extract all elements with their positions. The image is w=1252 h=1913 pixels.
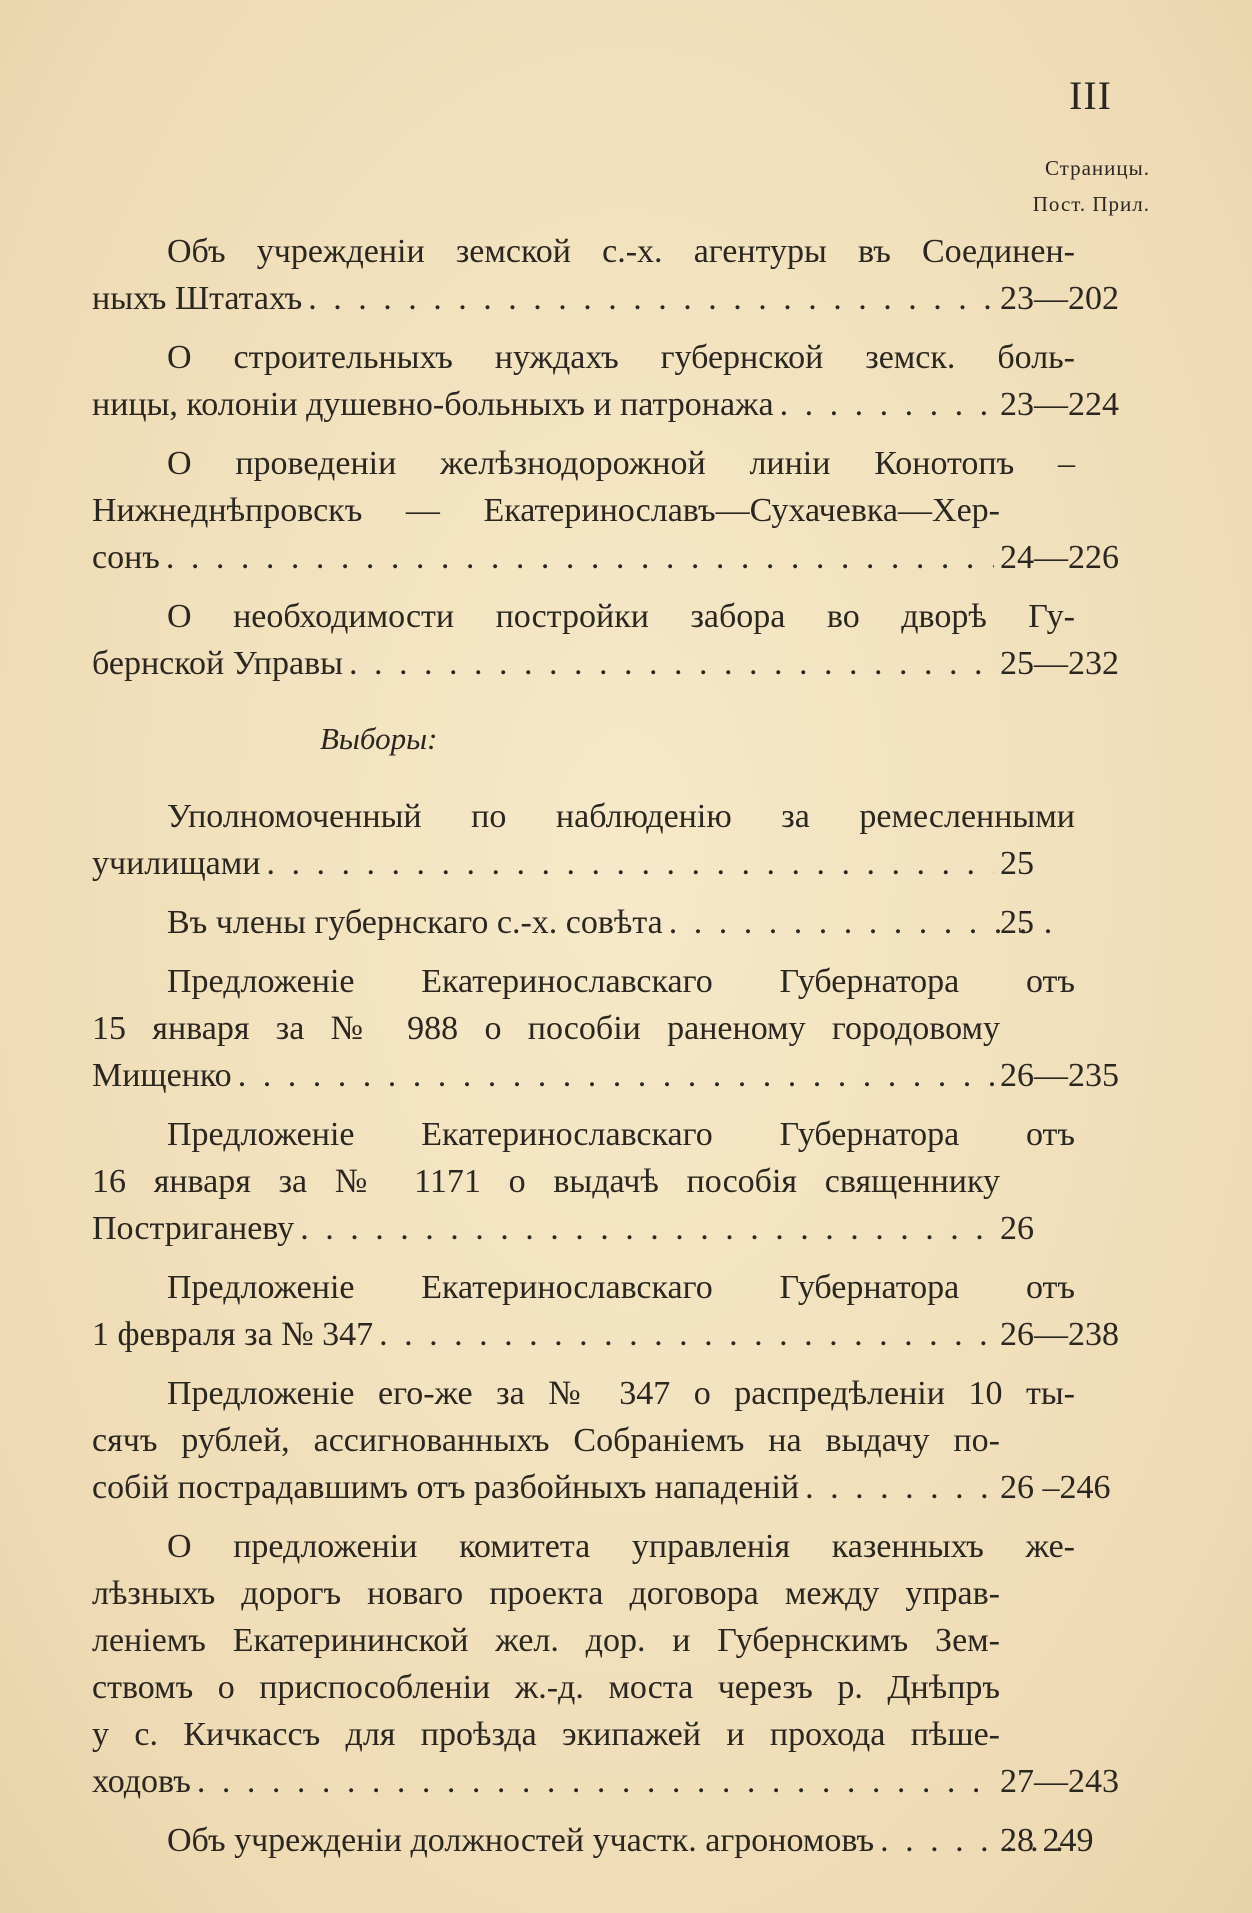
page-number: III	[1069, 73, 1112, 118]
page-reference: 27—243	[1000, 1763, 1119, 1800]
toc-entry	[92, 1111, 1152, 1252]
dot-leader	[238, 1052, 994, 1099]
toc-entry	[92, 593, 1152, 687]
dot-leader	[805, 1464, 994, 1511]
page-reference: 26 –246	[1000, 1469, 1111, 1506]
entry-line: ствомъ о приспособленіи ж.-д. моста черезъ р. Днѣпръ	[92, 1669, 1000, 1706]
toc-entry	[92, 1264, 1152, 1358]
dot-leader	[266, 840, 994, 887]
entry-line: Объ учрежденіи земской с.-х. агентуры въ Соединен-	[167, 233, 1075, 270]
column-header-title: Страницы.	[1044, 156, 1150, 180]
entry-text: Объ учрежденіи должностей участк. агрономовъ	[167, 1822, 875, 1859]
entry-text: 1 февраля за № 347	[92, 1316, 374, 1353]
entry-last-line	[92, 381, 1119, 428]
page-reference: 26—235	[1000, 1057, 1119, 1094]
page-reference: 25—232	[1000, 645, 1119, 682]
entry-last-line	[92, 275, 1119, 322]
toc-entry	[92, 1817, 1152, 1864]
page-reference: 28 249	[1000, 1822, 1094, 1859]
toc-entry	[92, 1370, 1152, 1511]
entry-text: бернской Управы	[92, 645, 343, 682]
entry-line: О предложеніи комитета управленія казенныхъ же-	[167, 1528, 1075, 1565]
entry-text: ходовъ	[92, 1763, 191, 1800]
toc-entry	[92, 228, 1152, 322]
entry-last-line	[92, 840, 1034, 887]
toc-entry	[92, 899, 1152, 946]
entry-line: О строительныхъ нуждахъ губернской земск. боль-	[167, 339, 1075, 376]
entry-line: Предложеніе Екатеринославскаго Губернатора отъ	[167, 1269, 1075, 1306]
page-reference: 24—226	[1000, 539, 1119, 576]
entry-last-line	[92, 640, 1119, 687]
entry-line: 15 января за № 988 о пособіи раненому городовому	[92, 1010, 1000, 1047]
entry-last-line	[92, 534, 1119, 581]
entry-line: Уполномоченный по наблюденію за ремесленными	[167, 798, 1075, 835]
entry-text: ныхъ Штатахъ	[92, 280, 303, 317]
entry-line: сячъ рублей, ассигнованныхъ Собраніемъ на выдачу по-	[92, 1422, 1000, 1459]
entry-text: Въ члены губернскаго с.-х. совѣта	[167, 904, 663, 941]
entry-text: училищами	[92, 845, 261, 882]
entry-last-line	[92, 1758, 1119, 1805]
entry-text: собій пострадавшимъ отъ разбойныхъ нападеній	[92, 1469, 800, 1506]
entry-last-line	[92, 1464, 1111, 1511]
entry-line: леніемъ Екатерининской жел. дор. и Губернскимъ Зем-	[92, 1622, 1000, 1659]
dot-leader	[308, 275, 994, 322]
dot-leader	[349, 640, 994, 687]
dot-leader	[379, 1311, 994, 1358]
table-of-contents	[92, 228, 1152, 1876]
entry-text: ницы, колоніи душевно-больныхъ и патронажа	[92, 386, 774, 423]
entry-last-line	[92, 1817, 1094, 1864]
entry-last-line	[92, 1052, 1119, 1099]
toc-entry	[92, 1523, 1152, 1805]
entry-last-line	[92, 899, 1075, 946]
column-header-subtitle: Пост. Прил.	[1032, 192, 1150, 216]
entry-line: Предложеніе Екатеринославскаго Губернатора отъ	[167, 963, 1075, 1000]
toc-entry	[92, 440, 1152, 581]
entry-line: 16 января за № 1171 о выдачѣ пособія священнику	[92, 1163, 1000, 1200]
entry-text: Мищенко	[92, 1057, 232, 1094]
page-reference: 23—224	[1000, 386, 1119, 423]
dot-leader	[166, 534, 994, 581]
dot-leader	[197, 1758, 994, 1805]
page-reference: 25	[1000, 904, 1034, 941]
entry-line: Предложеніе Екатеринославскаго Губернатора отъ	[167, 1116, 1075, 1153]
toc-entry	[92, 958, 1152, 1099]
dot-leader	[300, 1205, 994, 1252]
entry-line: О проведеніи желѣзнодорожной линіи Конотопъ –	[167, 445, 1075, 482]
toc-entry	[92, 334, 1152, 428]
page-reference: 23—202	[1000, 280, 1119, 317]
toc-entry	[92, 793, 1152, 887]
entry-line: Нижнеднѣпровскъ — Екатеринославъ—Сухачевка—Хер-	[92, 492, 1000, 529]
entries-top	[92, 228, 1152, 699]
entry-text: Постриганеву	[92, 1210, 295, 1247]
page-reference: 25	[1000, 845, 1034, 882]
entries-bottom	[92, 793, 1152, 1876]
page-reference: 26	[1000, 1210, 1034, 1247]
entry-last-line	[92, 1205, 1034, 1252]
entry-line: лѣзныхъ дорогъ новаго проекта договора между управ-	[92, 1575, 1000, 1612]
entry-line: О необходимости постройки забора во дворѣ Гу-	[167, 598, 1075, 635]
section-title: Выборы:	[320, 721, 438, 756]
entry-line: Предложеніе его-же за № 347 о распредѣленіи 10 ты-	[167, 1375, 1075, 1412]
entry-text: сонъ	[92, 539, 160, 576]
dot-leader	[780, 381, 994, 428]
entry-line: у с. Кичкассъ для проѣзда экипажей и прохода пѣше-	[92, 1716, 1000, 1753]
entry-last-line	[92, 1311, 1119, 1358]
page-reference: 26—238	[1000, 1316, 1119, 1353]
